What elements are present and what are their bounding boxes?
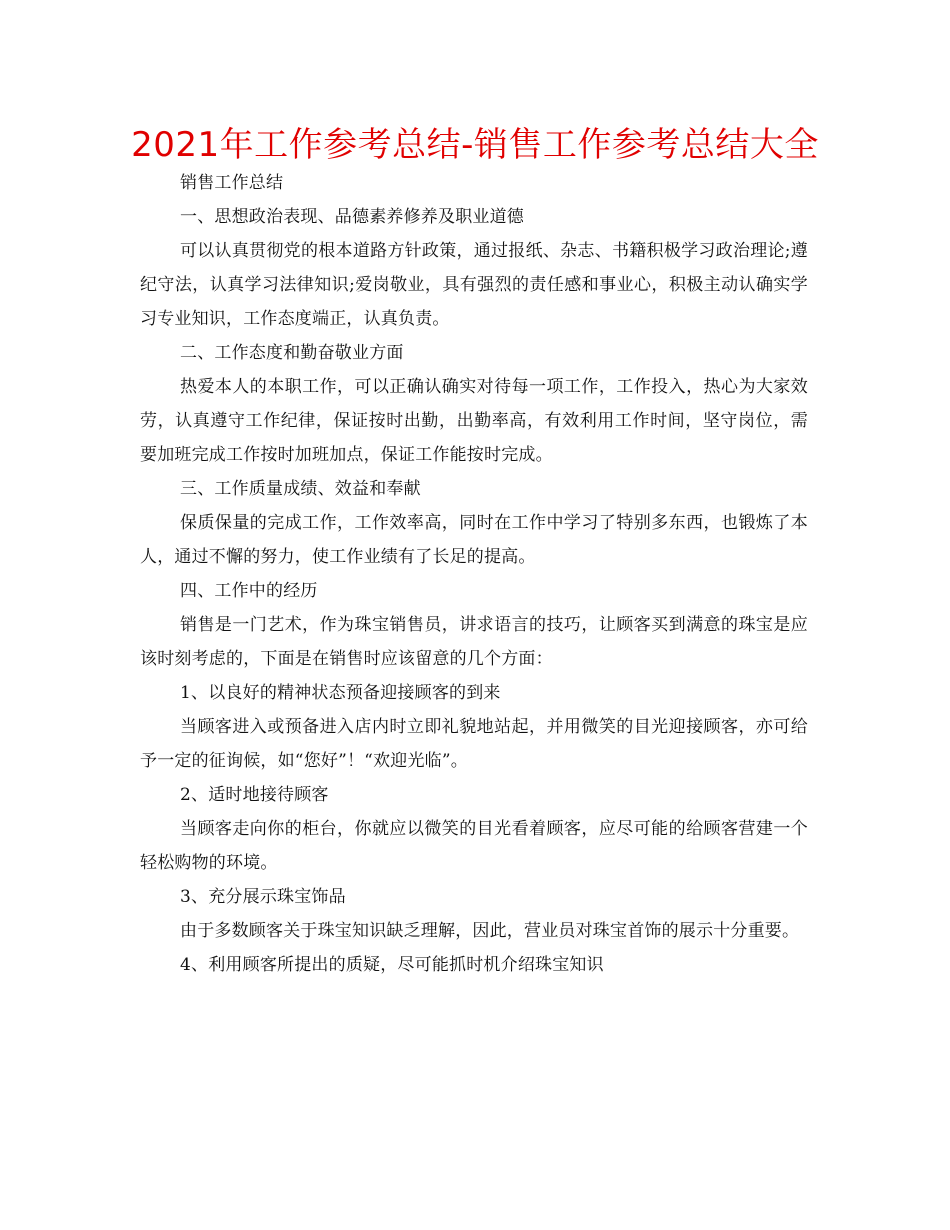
section-heading-1: 一、思想政治表现、品德素养修养及职业道德	[180, 207, 524, 227]
paragraph: 当顾客进入或预备进入店内时立即礼貌地站起，并用微笑的目光迎接顾客，亦可给予一定的征询候，如“您好”！“欢迎光临”。	[140, 717, 808, 771]
paragraph: 保质保量的完成工作，工作效率高，同时在工作中学习了特别多东西，也锻炼了本人，通过不懈的努力，使工作业绩有了长足的提高。	[140, 513, 808, 567]
section-heading-2: 二、工作态度和勤奋敬业方面	[180, 343, 404, 363]
document-body	[140, 166, 808, 982]
paragraph: 热爱本人的本职工作，可以正确认确实对待每一项工作，工作投入，热心为大家效劳，认真遵守工作纪律，保证按时出勤，出勤率高，有效利用工作时间，坚守岗位，需要加班完成工作按时加班加点，保证工作能按时完成。	[140, 377, 808, 465]
section-heading-3: 三、工作质量成绩、效益和奉献	[180, 479, 421, 499]
paragraph: 由于多数顾客关于珠宝知识缺乏理解，因此，营业员对珠宝首饰的展示十分重要。	[180, 921, 800, 941]
list-item-heading-1: 1、以良好的精神状态预备迎接顾客的到来	[180, 683, 501, 703]
list-item-heading-3: 3、充分展示珠宝饰品	[180, 887, 346, 907]
paragraph: 当顾客走向你的柜台，你就应以微笑的目光看着顾客，应尽可能的给顾客营建一个轻松购物的环境。	[140, 819, 808, 873]
section-heading-4: 四、工作中的经历	[180, 581, 318, 601]
document-title: 2021年工作参考总结-销售工作参考总结大全	[131, 125, 819, 165]
paragraph: 可以认真贯彻党的根本道路方针政策，通过报纸、杂志、书籍积极学习政治理论;遵纪守法，认真学习法律知识;爱岗敬业，具有强烈的责任感和事业心，积极主动认确实学习专业知识，工作态度端正，认真负责。	[140, 241, 808, 329]
list-item-heading-4: 4、利用顾客所提出的质疑，尽可能抓时机介绍珠宝知识	[180, 955, 604, 975]
paragraph-heading-sales-summary: 销售工作总结	[180, 173, 284, 193]
list-item-heading-2: 2、适时地接待顾客	[180, 785, 329, 805]
paragraph: 销售是一门艺术，作为珠宝销售员，讲求语言的技巧，让顾客买到满意的珠宝是应该时刻考虑的，下面是在销售时应该留意的几个方面：	[140, 615, 808, 669]
